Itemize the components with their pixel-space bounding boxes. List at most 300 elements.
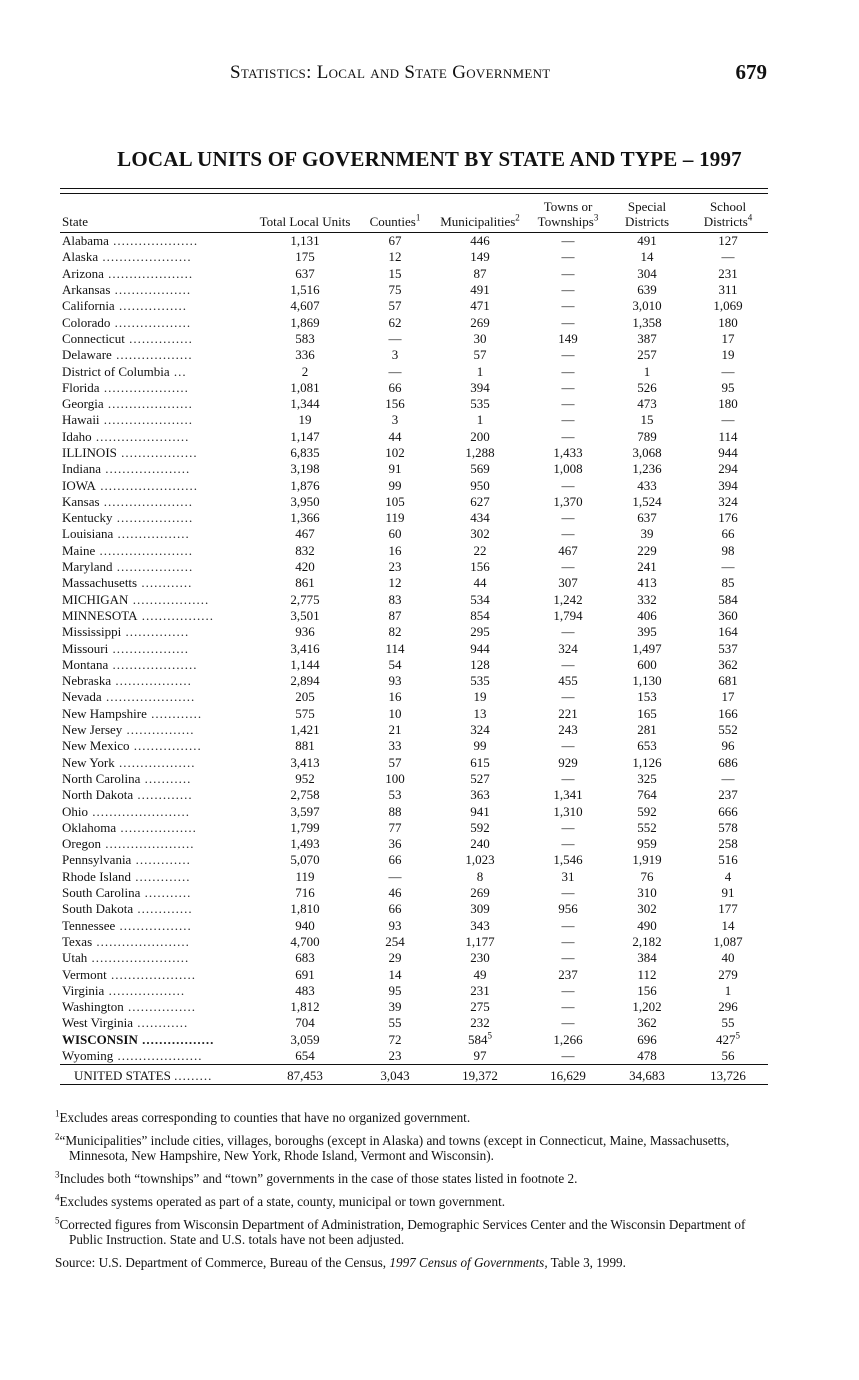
cell-total: 832	[295, 542, 315, 558]
cell-municipalities: 302	[470, 526, 490, 542]
cell-school: 537	[718, 640, 738, 656]
cell-total: 1,421	[290, 722, 320, 738]
cell-counties: 82	[388, 624, 402, 640]
cell-towns: —	[561, 412, 575, 428]
cell-counties: 54	[388, 656, 402, 672]
cell-school: 231	[718, 265, 738, 281]
cell-municipalities: 854	[470, 607, 490, 623]
cell-school: 55	[721, 1015, 735, 1031]
cell-counties: 67	[388, 233, 402, 249]
cell-counties: 60	[388, 526, 402, 542]
cell-municipalities: 535	[470, 396, 490, 412]
cell-special: 15	[640, 412, 654, 428]
cell-counties: 102	[385, 445, 405, 460]
cell-towns: 1,266	[553, 1031, 583, 1047]
table-row	[60, 640, 768, 656]
cell-special: 310	[637, 885, 657, 901]
state-name: Idaho ......................	[62, 428, 190, 444]
cell-counties: 93	[388, 917, 402, 933]
cell-municipalities: 156	[470, 559, 490, 575]
column-header-counties: Counties$^1$	[360, 197, 430, 233]
footnotes	[55, 1110, 780, 1283]
cell-school: $427^5$	[716, 1030, 740, 1047]
cell-total: 1,812	[290, 999, 320, 1015]
cell-counties: 93	[388, 673, 402, 689]
cell-towns: —	[561, 999, 575, 1015]
state-name: Louisiana .................	[62, 526, 190, 542]
table-row	[60, 249, 768, 265]
cell-special: 3,010	[632, 298, 662, 314]
footnote: $^1$Excludes areas corresponding to counties that have no organized government.	[55, 1108, 471, 1125]
cell-total: 2,758	[290, 787, 320, 803]
cell-counties: 15	[388, 265, 402, 281]
column-header-school: School Districts$^4$	[688, 197, 768, 233]
state-name: Arkansas ..................	[62, 282, 192, 298]
cell-total: 3,950	[290, 493, 320, 509]
cell-municipalities: 1	[476, 412, 484, 428]
cell-counties: 62	[388, 314, 402, 330]
cell-towns: —	[561, 477, 575, 493]
state-name: IOWA .......................	[62, 477, 198, 493]
state-name: Vermont ....................	[62, 966, 197, 982]
table-row	[60, 380, 768, 396]
cell-total: 420	[295, 559, 315, 575]
cell-towns: —	[561, 689, 575, 705]
state-name: South Carolina ...........	[62, 885, 192, 901]
cell-special: 112	[637, 966, 657, 982]
cell-towns: —	[561, 1015, 575, 1031]
cell-total: 861	[295, 575, 315, 591]
cell-municipalities: 149	[470, 249, 490, 265]
cell-total: 3,413	[290, 754, 320, 770]
cell-towns: 455	[558, 673, 578, 689]
cell-special: 696	[637, 1031, 657, 1047]
cell-towns: —	[561, 1047, 575, 1063]
cell-towns: 237	[558, 966, 578, 982]
cell-special: 3,068	[632, 445, 662, 460]
cell-municipalities: 97	[473, 1047, 487, 1063]
column-header-state: State	[60, 197, 250, 233]
table-row	[60, 543, 768, 559]
column-header-municipalities: Municipalities$^2$	[430, 197, 530, 233]
cell-towns: —	[561, 282, 575, 298]
cell-total: 716	[295, 885, 315, 901]
cell-total: 637	[295, 265, 315, 281]
table-row	[60, 1032, 768, 1048]
state-name: Connecticut ...............	[62, 330, 193, 346]
cell-municipalities: 240	[470, 836, 490, 852]
footnote: $^3$Includes both “townships” and “town” governments in the case of those states listed in footnote 2.	[55, 1169, 578, 1186]
cell-towns: —	[561, 526, 575, 542]
state-name: New Mexico ................	[62, 738, 202, 754]
cell-counties: —	[388, 330, 402, 346]
state-name: Arizona ....................	[62, 265, 194, 281]
table-row	[60, 477, 768, 493]
cell-school: 4	[724, 868, 732, 884]
cell-municipalities: 394	[470, 379, 490, 395]
cell-towns: —	[561, 982, 575, 998]
cell-total: 483	[295, 982, 315, 998]
state-name: New York ..................	[62, 754, 196, 770]
cell-total: 1,147	[290, 428, 320, 444]
cell-school: 14	[721, 917, 735, 933]
state-name: Missouri ..................	[62, 640, 189, 656]
cell-total: 467	[295, 526, 315, 542]
table-row	[60, 510, 768, 526]
cell-school: 177	[718, 901, 738, 917]
state-name: WISCONSIN .................	[62, 1031, 215, 1047]
cell-counties: 44	[388, 428, 402, 444]
table-row	[60, 526, 768, 542]
cell-school: 324	[718, 493, 738, 509]
table-row	[60, 673, 768, 689]
state-name: West Virginia ............	[62, 1015, 189, 1031]
cell-towns: —	[561, 379, 575, 395]
table-row	[60, 559, 768, 575]
cell-total: 119	[295, 868, 315, 884]
cell-municipalities: 944	[470, 640, 490, 656]
cell-municipalities: 534	[470, 591, 490, 607]
cell-municipalities: 363	[470, 787, 490, 803]
cell-special: 1,524	[632, 493, 662, 509]
cell-municipalities: 592	[470, 819, 490, 835]
state-name: MINNESOTA .................	[62, 607, 215, 623]
cell-counties: 29	[388, 950, 402, 966]
cell-towns: 956	[558, 901, 578, 917]
table-header-row	[60, 197, 768, 233]
table-row	[60, 755, 768, 771]
cell-total: 6,835	[290, 445, 320, 460]
cell-municipalities: 44	[473, 575, 487, 591]
cell-school: 96	[721, 738, 735, 754]
cell-special: 1,497	[632, 640, 662, 656]
cell-counties: 16	[388, 542, 402, 558]
state-name: Alabama ....................	[62, 233, 199, 249]
cell-towns: 1,242	[553, 591, 583, 607]
cell-school: 1,087	[713, 933, 743, 949]
table-row	[60, 298, 768, 314]
table-row	[60, 396, 768, 412]
cell-total: 175	[295, 249, 315, 265]
cell-counties: 10	[388, 705, 402, 721]
cell-counties: 21	[388, 722, 402, 738]
column-header-special: Special Districts	[606, 197, 688, 233]
cell-counties: 105	[385, 493, 405, 509]
state-name: New Jersey ................	[62, 722, 195, 738]
cell-towns: —	[561, 738, 575, 754]
cell-total: 3,501	[290, 607, 320, 623]
cell-municipalities: 231	[470, 982, 490, 998]
cell-special: 413	[637, 575, 657, 591]
cell-special: 552	[637, 819, 657, 835]
cell-total: 1,081	[290, 379, 320, 395]
state-name: Tennessee .................	[62, 917, 192, 933]
local-units-table	[60, 197, 768, 1085]
state-name: Ohio .......................	[62, 803, 190, 819]
cell-counties: 57	[388, 298, 402, 314]
state-name: Oregon .....................	[62, 836, 195, 852]
cell-municipalities: 22	[473, 542, 487, 558]
cell-special: 387	[637, 330, 657, 346]
totals-total: 87,453	[250, 1065, 360, 1085]
cell-towns: —	[561, 265, 575, 281]
table-row	[60, 1048, 768, 1065]
cell-total: 691	[295, 966, 315, 982]
cell-special: 1,919	[632, 852, 662, 868]
table-row	[60, 852, 768, 868]
totals-counties: 3,043	[360, 1065, 430, 1085]
cell-towns: —	[561, 933, 575, 949]
state-name: Rhode Island .............	[62, 868, 191, 884]
state-name: Hawaii .....................	[62, 412, 194, 428]
cell-school: 1	[724, 982, 732, 998]
table-row	[60, 836, 768, 852]
state-name: Colorado ..................	[62, 314, 192, 330]
cell-counties: 66	[388, 901, 402, 917]
table-row	[60, 412, 768, 428]
cell-towns: —	[561, 819, 575, 835]
cell-municipalities: 950	[470, 477, 490, 493]
cell-towns: 31	[561, 868, 575, 884]
totals-school: 13,726	[688, 1065, 768, 1085]
cell-towns: —	[561, 885, 575, 901]
state-name: MICHIGAN ..................	[62, 591, 210, 607]
cell-total: 952	[295, 770, 315, 786]
cell-special: 2,182	[632, 933, 662, 949]
totals-label: UNITED STATES .........	[60, 1065, 250, 1085]
cell-towns: 1,433	[553, 445, 583, 460]
cell-special: 478	[637, 1047, 657, 1063]
cell-towns: —	[561, 624, 575, 640]
cell-municipalities: 446	[470, 233, 490, 249]
cell-towns: 1,310	[553, 803, 583, 819]
cell-counties: —	[388, 868, 402, 884]
cell-school: 578	[718, 819, 738, 835]
cell-towns: —	[561, 917, 575, 933]
cell-towns: —	[561, 396, 575, 412]
table-row	[60, 771, 768, 787]
cell-school: 114	[718, 428, 738, 444]
table-row	[60, 1015, 768, 1031]
state-name: Maryland ..................	[62, 559, 194, 575]
cell-municipalities: 19	[473, 689, 487, 705]
state-name: Delaware ..................	[62, 347, 193, 363]
cell-municipalities: 13	[473, 705, 487, 721]
table-row	[60, 657, 768, 673]
cell-school: 296	[718, 999, 738, 1015]
cell-special: 229	[637, 542, 657, 558]
cell-municipalities: 269	[470, 314, 490, 330]
cell-counties: 12	[388, 249, 402, 265]
totals-towns: 16,629	[530, 1065, 606, 1085]
cell-special: 281	[637, 722, 657, 738]
cell-municipalities: 128	[470, 656, 490, 672]
cell-school: 66	[721, 526, 735, 542]
cell-towns: —	[561, 770, 575, 786]
state-name: Nevada .....................	[62, 689, 196, 705]
cell-school: 17	[721, 689, 735, 705]
cell-municipalities: 30	[473, 330, 487, 346]
cell-school: 237	[718, 787, 738, 803]
cell-counties: 88	[388, 803, 402, 819]
page-header	[0, 62, 859, 92]
cell-counties: 3	[391, 347, 399, 363]
cell-towns: 467	[558, 542, 578, 558]
source-note: Source: U.S. Department of Commerce, Bureau of the Census, 1997 Census of Governments, Table 3, 1999.	[55, 1255, 626, 1270]
cell-municipalities: 1,288	[465, 445, 495, 460]
state-name: Mississippi ...............	[62, 624, 190, 640]
state-name: Florida ....................	[62, 379, 189, 395]
state-name: Texas ......................	[62, 933, 190, 949]
cell-municipalities: 99	[473, 738, 487, 754]
cell-municipalities: 275	[470, 999, 490, 1015]
table-row	[60, 233, 768, 250]
cell-counties: 14	[388, 966, 402, 982]
cell-total: 3,198	[290, 461, 320, 477]
title-rule-top	[60, 188, 768, 189]
cell-counties: 87	[388, 607, 402, 623]
cell-towns: —	[561, 559, 575, 575]
cell-municipalities: 8	[476, 868, 484, 884]
state-name: North Carolina ...........	[62, 770, 192, 786]
state-name: Massachusetts ............	[62, 575, 193, 591]
cell-total: 881	[295, 738, 315, 754]
cell-counties: 99	[388, 477, 402, 493]
cell-towns: —	[561, 656, 575, 672]
table-title: LOCAL UNITS OF GOVERNMENT BY STATE AND TYPE – 1997	[117, 147, 742, 171]
cell-towns: —	[561, 950, 575, 966]
cell-school: —	[721, 363, 735, 379]
cell-school: 91	[721, 885, 735, 901]
cell-counties: 83	[388, 591, 402, 607]
cell-towns: —	[561, 233, 575, 249]
cell-counties: 91	[388, 461, 402, 477]
cell-total: 575	[295, 705, 315, 721]
cell-school: 311	[718, 282, 738, 298]
cell-school: 552	[718, 722, 738, 738]
table-row	[60, 282, 768, 298]
cell-towns: 1,794	[553, 607, 583, 623]
cell-counties: 254	[385, 933, 405, 949]
cell-municipalities: 491	[470, 282, 490, 298]
cell-special: 526	[637, 379, 657, 395]
cell-towns: —	[561, 347, 575, 363]
cell-counties: —	[388, 363, 402, 379]
cell-counties: 23	[388, 559, 402, 575]
cell-municipalities: 569	[470, 461, 490, 477]
cell-school: 164	[718, 624, 738, 640]
table-row	[60, 575, 768, 591]
cell-special: 165	[637, 705, 657, 721]
cell-counties: 77	[388, 819, 402, 835]
state-name: Maine ......................	[62, 542, 193, 558]
cell-towns: —	[561, 314, 575, 330]
cell-counties: 16	[388, 689, 402, 705]
cell-total: 205	[295, 689, 315, 705]
cell-total: 19	[298, 412, 312, 428]
totals-row	[60, 1065, 768, 1085]
table-row	[60, 461, 768, 477]
cell-school: 180	[718, 314, 738, 330]
table-row	[60, 592, 768, 608]
cell-total: 936	[295, 624, 315, 640]
table-row	[60, 983, 768, 999]
cell-special: 362	[637, 1015, 657, 1031]
state-name: ILLINOIS ..................	[62, 445, 198, 460]
table-row	[60, 363, 768, 379]
footnote: $^5$Corrected figures from Wisconsin Department of Administration, Demographic Services Center and the Wisconsin Department of Public Instruction. State and U.S. totals have not been adjusted.	[55, 1215, 746, 1247]
cell-school: 85	[721, 575, 735, 591]
cell-total: 1,810	[290, 901, 320, 917]
cell-municipalities: 527	[470, 770, 490, 786]
title-rule-bottom	[60, 193, 768, 194]
cell-special: 406	[637, 607, 657, 623]
cell-municipalities: 57	[473, 347, 487, 363]
cell-special: 653	[637, 738, 657, 754]
cell-special: 14	[640, 249, 654, 265]
cell-towns: 243	[558, 722, 578, 738]
state-name: Washington ................	[62, 999, 197, 1015]
cell-total: 5,070	[290, 852, 320, 868]
cell-towns: 1,008	[553, 461, 583, 477]
cell-counties: 72	[388, 1031, 402, 1047]
cell-total: 2,775	[290, 591, 320, 607]
cell-towns: —	[561, 836, 575, 852]
cell-school: 686	[718, 754, 738, 770]
table-row	[60, 787, 768, 803]
cell-counties: 119	[385, 510, 405, 526]
cell-towns: —	[561, 510, 575, 526]
cell-counties: 3	[391, 412, 399, 428]
cell-towns: 1,341	[553, 787, 583, 803]
page-number: 679	[735, 60, 767, 84]
cell-school: —	[721, 559, 735, 575]
cell-towns: 929	[558, 754, 578, 770]
cell-total: 1,131	[290, 233, 320, 249]
cell-special: 1,126	[632, 754, 662, 770]
cell-school: 394	[718, 477, 738, 493]
cell-municipalities: $584^5$	[468, 1030, 492, 1047]
cell-towns: 149	[558, 330, 578, 346]
state-name: Kansas .....................	[62, 493, 194, 509]
cell-school: 127	[718, 233, 738, 249]
cell-counties: 100	[385, 770, 405, 786]
state-name: Oklahoma ..................	[62, 819, 197, 835]
cell-total: 654	[295, 1047, 315, 1063]
cell-total: 3,597	[290, 803, 320, 819]
cell-total: 4,607	[290, 298, 320, 314]
table-row	[60, 494, 768, 510]
table-row	[60, 820, 768, 836]
cell-special: 789	[637, 428, 657, 444]
cell-special: 1,202	[632, 999, 662, 1015]
cell-counties: 33	[388, 738, 402, 754]
cell-counties: 156	[385, 396, 405, 412]
cell-school: 40	[721, 950, 735, 966]
cell-counties: 39	[388, 999, 402, 1015]
table-body	[60, 233, 768, 1065]
state-name: Utah .......................	[62, 950, 190, 966]
state-name: Indiana ....................	[62, 461, 191, 477]
table-row	[60, 624, 768, 640]
cell-total: 1,516	[290, 282, 320, 298]
cell-total: 1,144	[290, 656, 320, 672]
cell-total: 940	[295, 917, 315, 933]
cell-municipalities: 295	[470, 624, 490, 640]
state-name: New Hampshire ............	[62, 705, 203, 721]
table-row	[60, 934, 768, 950]
table-row	[60, 331, 768, 347]
